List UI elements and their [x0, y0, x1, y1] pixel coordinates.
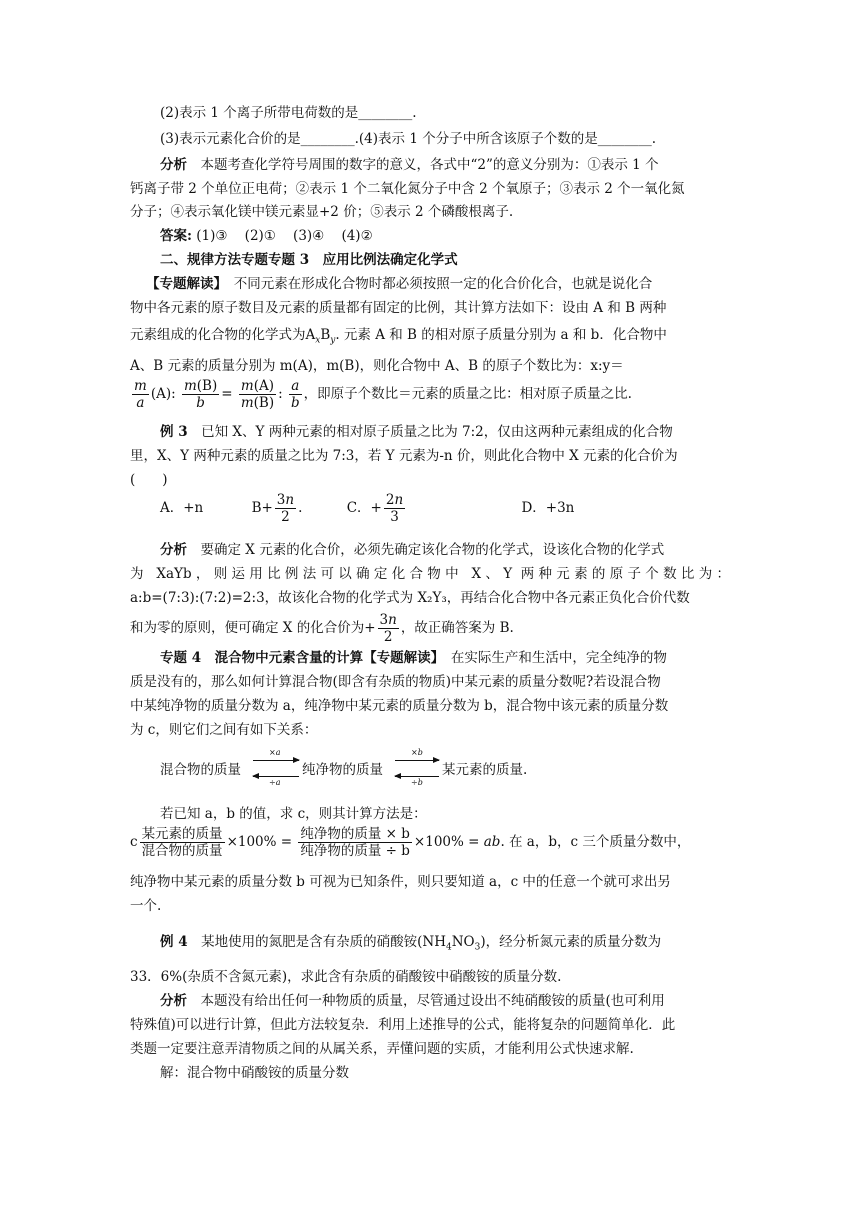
example4-line-1: 例 4 某地使用的氮肥是含有杂质的硝酸铵$(NH_4NO_3)$，经分析氮元素的质量分数为 [160, 934, 662, 953]
fraction-ma-mb: $\frac{m(A)}{m(B)}$ [240, 378, 275, 411]
times-a-label: ×a [269, 748, 281, 757]
analysis-line-1 [160, 155, 760, 175]
fraction-a-b: $\frac{a}{b}$ [290, 378, 300, 411]
topic3-text-b: . 元素 A 和 B 的相对原子质量分别为 a 和 b．化合物中 [335, 327, 667, 343]
flow-mixture-mass: 混合物的质量 [160, 762, 241, 778]
formula-line-4: 一个. [130, 898, 162, 914]
left-arrow-b [395, 776, 439, 777]
analysis-line-3: 分子；④表示氧化镁中镁元素显+2 价；⑤表示 2 个磷酸根离子. [130, 204, 514, 220]
topic3-text-a: 元素组成的化合物的化学式为 [130, 327, 306, 343]
topic3-line-2: 物中各元素的原子数目及元素的质量都有固定的比例，其计算方法如下：设由 A 和 B 两种 [130, 300, 667, 316]
answer-label: 答案: [160, 228, 192, 244]
right-arrow-b [395, 760, 439, 761]
example3-line-3: ( ) [130, 472, 168, 488]
analysis3-label: 分析 [160, 542, 187, 558]
example3-line-1 [160, 422, 760, 442]
solution-line: 解：混合物中硝酸铵的质量分数 [160, 1065, 349, 1081]
section-heading-3: 二、规律方法专题专题 3 应用比例法确定化学式 [160, 252, 458, 268]
divide-a-label: ÷a [269, 778, 281, 787]
question-line-2: (2)表示 1 个离子所带电荷数的是________. [160, 105, 417, 121]
example4-label: 例 4 [160, 934, 188, 950]
analysis4-label: 分析 [160, 993, 187, 1009]
topic3-line-3: 元素组成的化合物的化学式为$A_xB_y$. 元素 A 和 B 的相对原子质量分别为 a 和 b．化合物中 [130, 327, 667, 346]
option-c: C．+ $\frac{2n}{3}$ [346, 492, 404, 525]
topic4-line-3: 中某纯净物的质量分数为 a，纯净物中某元素的质量分数为 b，混合物中该元素的质量分数 [130, 698, 669, 714]
answer-line [160, 226, 760, 246]
example3-text: 已知 X、Y 两种元素的相对原子质量之比为 7:2，仅由这两种元素组成的化合物 [201, 424, 673, 440]
example3-label: 例 3 [160, 424, 188, 440]
flow-pure-mass: 纯净物的质量 [302, 762, 383, 778]
option-b: B+ $\frac{3n}{2}$ . [251, 492, 303, 525]
topic4-heading: 专题 4 混合物中元素含量的计算【专题解读】 [160, 650, 438, 666]
options-line [160, 492, 720, 525]
analysis-label: 分析 [160, 157, 187, 173]
fraction-mb-b: $\frac{m(B)}{b}$ [183, 378, 218, 411]
analysis4-line-3: 类题一定要注意弄清物质之间的从属关系，弄懂问题的实质，才能利用公式快速求解. [130, 1041, 634, 1057]
question-line-3-4: (3)表示元素化合价的是________.(4)表示 1 个分子中所含该原子个数的是________. [160, 131, 656, 147]
fraction-ma-a: $\frac{m}{a}$ [134, 378, 147, 411]
topic3-line-1 [146, 274, 746, 294]
topic4-line-2: 质是没有的，那么如何计算混合物(即含有杂质的物质)中某元素的质量分数呢?若设混合物 [130, 674, 661, 690]
analysis3-line-3: a:b=(7:3):(7:2)=2:3，故该化合物的化学式为 X₂Y₃，再结合化合物中各元素正负化合价代数 [130, 590, 690, 606]
topic4-text: 在实际生产和生活中，完全纯净的物 [450, 650, 667, 666]
times-b-label: ×b [411, 748, 423, 757]
option-d: D．+3n [521, 500, 575, 516]
arrow-pair-a [253, 748, 299, 788]
option-a: A．+n [160, 500, 204, 516]
topic3-text: 不同元素在形成化合物时都必须按照一定的化合价化合，也就是说化合 [233, 276, 653, 292]
topic4-line-1 [160, 648, 760, 668]
analysis-line-2: 钙离子带 2 个单位正电荷；②表示 1 个二氧化氮分子中含 2 个氧原子；③表示 2 个一氧化氮 [130, 181, 685, 197]
formula-intro: 若已知 a，b 的值，求 c，则其计算方法是： [160, 806, 427, 822]
analysis3-line-4: 和为零的原则，便可确定 X 的化合价为+ $\frac{3n}{2}$ ，故正确答案为 B. [130, 612, 514, 645]
formula-line-3: 纯净物中某元素的质量分数 b 可视为已知条件，则只要知道 a，c 中的任意一个就可求出另 [130, 874, 671, 890]
analysis3-line-2: 为 XaYb，则运用比例法可以确定化合物中 X、Y 两种元素的原子个数比为： [130, 566, 730, 582]
topic4-line-4: 为 c，则它们之间有如下关系： [130, 722, 318, 738]
divide-b-label: ÷b [411, 778, 423, 787]
example3-line-2: 里，X、Y 两种元素的质量之比为 7:3，若 Y 元素为-n 价，则此化合物中 X 元素的化合价为 [130, 448, 678, 464]
left-arrow-a [253, 776, 299, 777]
ratio-text: ，即原子个数比＝元素的质量之比：相对原子质量之比. [303, 386, 632, 402]
answer-text: (1)③ (2)① (3)④ (4)② [196, 228, 373, 244]
example4-line-2: 33．6%(杂质不含氮元素)，求此含有杂质的硝酸铵中硝酸铵的质量分数. [130, 969, 562, 985]
fraction-pure-b: $\frac{\text{纯净物的质量 × b}}{\text{纯净物的质量 ÷ b}}$ [300, 826, 410, 859]
c-formula: c $\frac{\text{某元素的质量}}{\text{混合物的质量}}$ ×100% = $\frac{\text{纯净物的质量 × b}}{\text{纯净物的质量 ÷ b}}$ ×100% = ab. 在 a，b，c 三个质量分数中， [130, 826, 691, 859]
right-arrow-a [253, 760, 299, 761]
topic-reading-label: 【专题解读】 [146, 276, 221, 292]
analysis-text: 本题考查化学符号周围的数字的意义，各式中“2”的意义分别为：①表示 1 个 [200, 157, 659, 173]
fraction-element-mixture: $\frac{\text{某元素的质量}}{\text{混合物的质量}}$ [141, 826, 223, 859]
analysis3-line-1 [160, 540, 760, 560]
ratio-formula: $\frac{m}{a}$ (A): $\frac{m(B)}{b}$ = $\frac{m(A)}{m(B)}$ : $\frac{a}{b}$ ，即原子个数比＝元素的质量之比：相对原子质量之比. [134, 378, 632, 411]
analysis4-line-2: 特殊值)可以进行计算，但此方法较复杂．利用上述推导的公式，能将复杂的问题简单化．此 [130, 1017, 676, 1033]
arrow-pair-b [395, 748, 439, 788]
topic3-line-4: A、B 元素的质量分别为 m(A)，m(B)，则化合物中 A、B 的原子个数比为：x:y＝ [130, 358, 624, 374]
analysis4-line-1: 分析 本题没有给出任何一种物质的质量，尽管通过设出不纯硝酸铵的质量(也可利用 [160, 993, 665, 1009]
analysis3-text: 要确定 X 元素的化合价，必须先确定该化合物的化学式，设该化合物的化学式 [200, 542, 665, 558]
flow-element-mass: 某元素的质量. [442, 762, 528, 778]
